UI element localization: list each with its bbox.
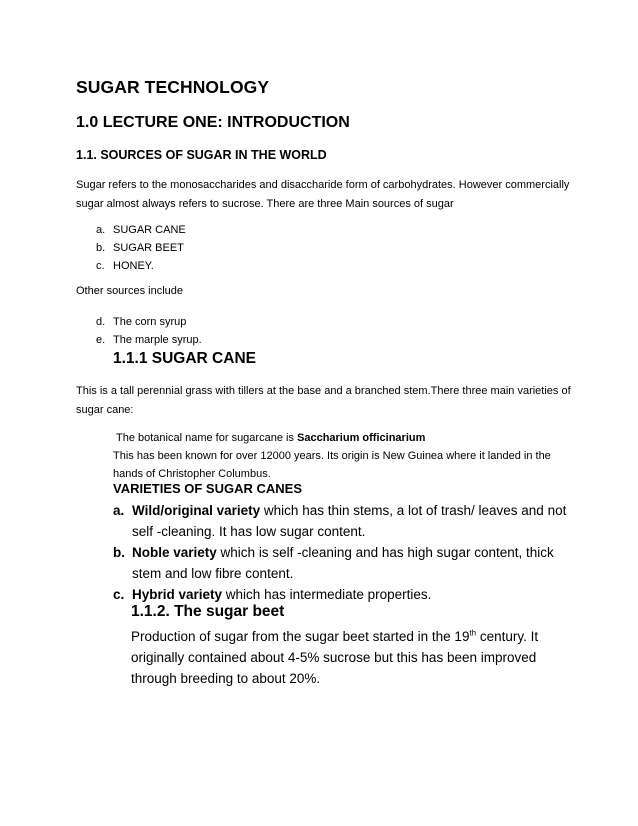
other-sources-list bbox=[96, 313, 202, 349]
list-marker: b. bbox=[96, 242, 106, 254]
list-item bbox=[96, 257, 186, 275]
list-item-text: SUGAR CANE bbox=[113, 224, 186, 236]
beet-text-1: Production of sugar from the sugar beet started in the 19 bbox=[131, 629, 470, 644]
variety-item bbox=[113, 542, 573, 584]
sugar-beet-heading: 1.1.2. The sugar beet bbox=[131, 603, 285, 620]
beet-text-2: century. It originally contained about 4-5% sucrose but this has been improved through breeding to about 20%. bbox=[131, 629, 539, 686]
variety-name: Wild/original variety bbox=[132, 503, 261, 518]
list-item bbox=[96, 221, 186, 239]
intro-paragraph: Sugar refers to the monosaccharides and disaccharide form of carbohydrates. However commercially sugar almost always refers to sucrose. There are three Main sources of sugar bbox=[76, 179, 570, 210]
variety-desc: which has intermediate properties. bbox=[222, 587, 432, 602]
botanical-paragraph bbox=[113, 429, 573, 483]
list-marker: a. bbox=[96, 224, 106, 236]
list-item bbox=[96, 313, 202, 331]
variety-marker: c. bbox=[113, 587, 125, 602]
beet-superscript: th bbox=[469, 628, 477, 638]
variety-name: Hybrid variety bbox=[132, 587, 223, 602]
botanical-prefix: The botanical name for sugarcane is bbox=[116, 432, 297, 444]
list-item-text: HONEY. bbox=[113, 260, 154, 272]
list-item-text: The corn syrup bbox=[113, 316, 187, 328]
list-item bbox=[96, 331, 202, 349]
document-title: SUGAR TECHNOLOGY bbox=[76, 77, 270, 97]
variety-marker: a. bbox=[113, 503, 125, 518]
list-item-text: SUGAR BEET bbox=[113, 242, 184, 254]
list-marker: c. bbox=[96, 260, 105, 272]
variety-marker: b. bbox=[113, 545, 125, 560]
variety-item bbox=[113, 584, 573, 605]
variety-desc: which has thin stems, a lot of trash/ leaves and not self -cleaning. It has low sugar content. bbox=[132, 503, 567, 539]
lecture-heading: 1.0 LECTURE ONE: INTRODUCTION bbox=[76, 114, 350, 131]
list-marker: e. bbox=[96, 334, 106, 346]
list-marker: d. bbox=[96, 316, 106, 328]
variety-desc: which is self -cleaning and has high sugar content, thick stem and low fibre content. bbox=[132, 545, 554, 581]
variety-item bbox=[113, 500, 573, 542]
sources-heading: 1.1. SOURCES OF SUGAR IN THE WORLD bbox=[76, 148, 327, 162]
list-item-text: The marple syrup. bbox=[113, 334, 202, 346]
main-sources-list bbox=[96, 221, 186, 275]
sugar-beet-paragraph bbox=[131, 626, 571, 689]
sugar-cane-paragraph: This is a tall perennial grass with tillers at the base and a branched stem.There three main varieties of sugar cane: bbox=[76, 385, 571, 416]
varieties-list bbox=[113, 500, 573, 605]
varieties-heading: VARIETIES OF SUGAR CANES bbox=[113, 481, 303, 496]
sugar-cane-heading: 1.1.1 SUGAR CANE bbox=[113, 350, 256, 367]
botanical-rest: This has been known for over 12000 years. Its origin is New Guinea where it landed in the hands of Christopher Columbus. bbox=[113, 450, 551, 480]
list-item bbox=[96, 239, 186, 257]
botanical-name: Saccharium officinarium bbox=[297, 432, 426, 444]
other-sources-label: Other sources include bbox=[76, 285, 183, 297]
variety-name: Noble variety bbox=[132, 545, 217, 560]
